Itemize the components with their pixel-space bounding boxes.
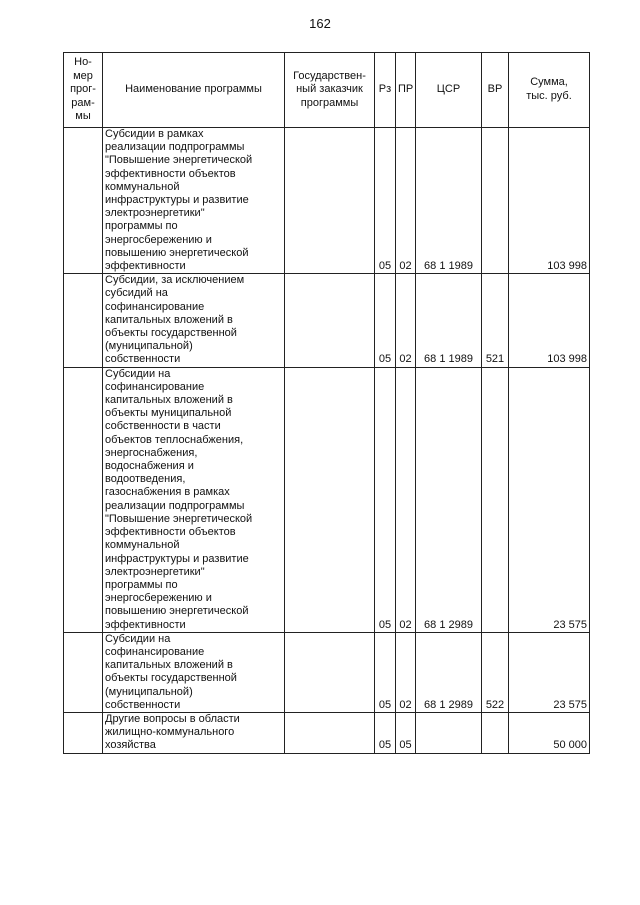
- cell-program-name: Субсидии в рамках реализации подпрограммы "Повышение энергетической эффективности объектов коммунальной инфраструктуры и развитие электроэнергетики" программы по энергосбережению и повышению энергетической эффективности: [103, 128, 285, 274]
- cell-vr: [482, 128, 509, 274]
- table-row: [64, 632, 590, 712]
- cell-state-customer: [285, 274, 375, 367]
- header-state-customer: Государствен- ный заказчик программы: [285, 53, 375, 128]
- page-number: 162: [309, 16, 331, 31]
- cell-program-name: Субсидии на софинансирование капитальных вложений в объекты государственной (муниципальной) собственности: [103, 632, 285, 712]
- cell-rz: 05: [375, 367, 396, 632]
- header-sum: Сумма, тыс. руб.: [509, 53, 590, 128]
- cell-csr: 68 1 2989: [416, 367, 482, 632]
- cell-csr: 68 1 2989: [416, 632, 482, 712]
- cell-rz: 05: [375, 128, 396, 274]
- header-csr: ЦСР: [416, 53, 482, 128]
- header-row: [64, 53, 590, 128]
- header-pr: ПР: [396, 53, 416, 128]
- cell-pr: 05: [396, 712, 416, 753]
- cell-program-number: [64, 128, 103, 274]
- budget-table: [63, 52, 590, 754]
- cell-pr: 02: [396, 367, 416, 632]
- table-row: [64, 128, 590, 274]
- cell-vr: 522: [482, 632, 509, 712]
- cell-vr: 521: [482, 274, 509, 367]
- cell-state-customer: [285, 128, 375, 274]
- table-row: [64, 274, 590, 367]
- cell-pr: 02: [396, 274, 416, 367]
- table-row: [64, 712, 590, 753]
- cell-program-number: [64, 367, 103, 632]
- cell-csr: [416, 712, 482, 753]
- cell-rz: 05: [375, 712, 396, 753]
- cell-sum: 23 575: [509, 632, 590, 712]
- cell-program-name: Субсидии на софинансирование капитальных вложений в объекты муниципальной собственности в части объектов теплоснабжения, энергоснабжения, водоснабжения и водоотведения, газоснабжения в рамках реализации подпрограммы "Повышение энергетической эффективности объектов коммунальной инфраструктуры и развитие электроэнергетики" программы по энергосбережению и повышению энергетической эффективности: [103, 367, 285, 632]
- cell-state-customer: [285, 367, 375, 632]
- header-vr: ВР: [482, 53, 509, 128]
- cell-sum: 103 998: [509, 128, 590, 274]
- cell-state-customer: [285, 712, 375, 753]
- cell-csr: 68 1 1989: [416, 274, 482, 367]
- cell-vr: [482, 712, 509, 753]
- table-row: [64, 367, 590, 632]
- header-rz: Рз: [375, 53, 396, 128]
- header-program-number: Но- мер прог- рам- мы: [64, 53, 103, 128]
- cell-rz: 05: [375, 632, 396, 712]
- header-program-name: Наименование программы: [103, 53, 285, 128]
- cell-sum: 23 575: [509, 367, 590, 632]
- cell-vr: [482, 367, 509, 632]
- cell-sum: 103 998: [509, 274, 590, 367]
- cell-program-number: [64, 274, 103, 367]
- cell-csr: 68 1 1989: [416, 128, 482, 274]
- cell-pr: 02: [396, 632, 416, 712]
- cell-pr: 02: [396, 128, 416, 274]
- cell-rz: 05: [375, 274, 396, 367]
- cell-sum: 50 000: [509, 712, 590, 753]
- cell-state-customer: [285, 632, 375, 712]
- cell-program-number: [64, 712, 103, 753]
- cell-program-name: Другие вопросы в области жилищно-коммунального хозяйства: [103, 712, 285, 753]
- cell-program-number: [64, 632, 103, 712]
- cell-program-name: Субсидии, за исключением субсидий на софинансирование капитальных вложений в объекты государственной (муниципальной) собственности: [103, 274, 285, 367]
